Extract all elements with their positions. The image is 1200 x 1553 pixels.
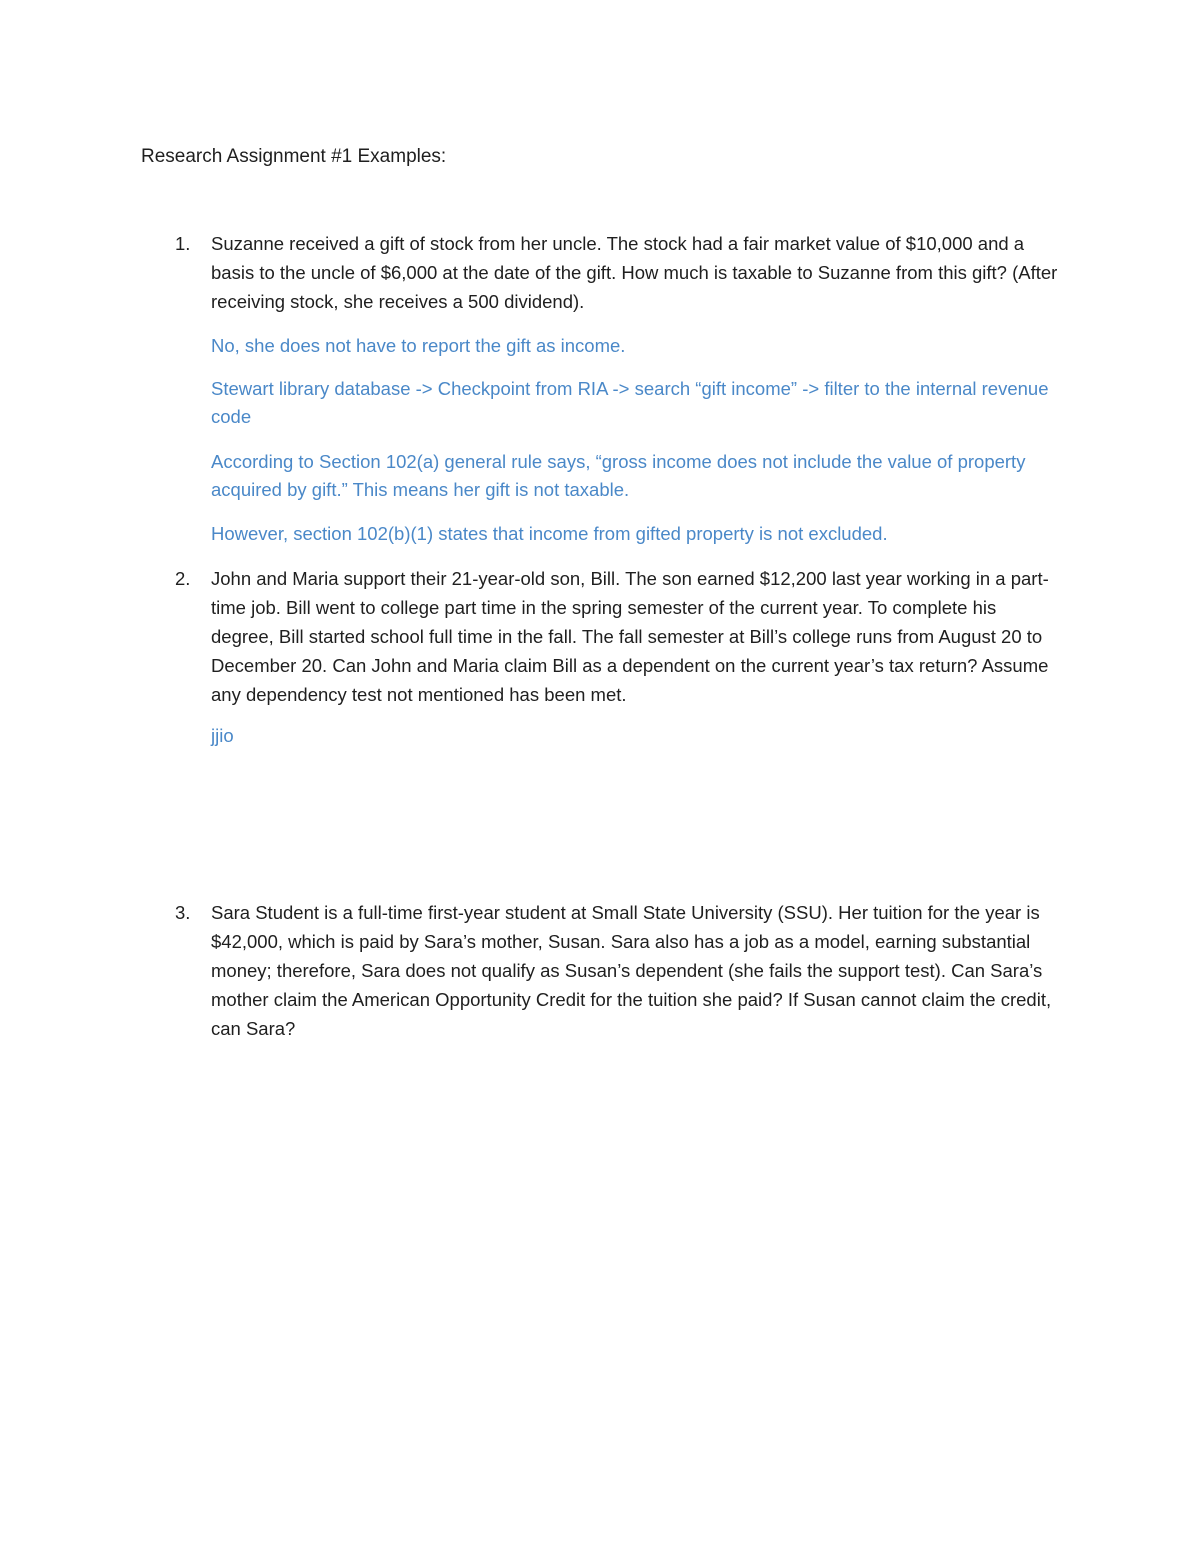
question-2-answer-1: jjio <box>211 725 234 746</box>
question-1-answer-3: According to Section 102(a) general rule says, “gross income does not include the value of property acquired by gift.” This means her gift is not taxable. <box>211 451 1026 500</box>
question-2-text: John and Maria support their 21-year-old son, Bill. The son earned $12,200 last year working in a part-time job. Bill went to college part time in the spring semester of the current year. To complete his degree, Bill started school full time in the fall. The fall semester at Bill’s college runs from August 20 to December 20. Can John and Maria claim Bill as a dependent on the current year’s tax return? Assume any dependency test not mentioned has been met. <box>211 568 1049 705</box>
question-1-answer-1: No, she does not have to report the gift as income. <box>211 335 626 356</box>
question-1-answer-4: However, section 102(b)(1) states that income from gifted property is not excluded. <box>211 523 888 544</box>
question-2-number: 2. <box>175 568 191 589</box>
question-3-number: 3. <box>175 902 191 923</box>
question-1-answer-2: Stewart library database -> Checkpoint from RIA -> search “gift income” -> filter to the internal revenue code <box>211 378 1049 427</box>
question-1-number: 1. <box>175 233 191 254</box>
question-3-text: Sara Student is a full-time first-year student at Small State University (SSU). Her tuition for the year is $42,000, which is paid by Sara’s mother, Susan. Sara also has a job as a model, earning substantial money; therefore, Sara does not qualify as Susan’s dependent (she fails the support test). Can Sara’s mother claim the American Opportunity Credit for the tuition she paid? If Susan cannot claim the credit, can Sara? <box>211 902 1052 1039</box>
document-title: Research Assignment #1 Examples: <box>141 146 447 167</box>
question-1-text: Suzanne received a gift of stock from her uncle. The stock had a fair market value of $10,000 and a basis to the uncle of $6,000 at the date of the gift. How much is taxable to Suzanne from this gift? (After receiving stock, she receives a 500 dividend). <box>211 233 1058 312</box>
